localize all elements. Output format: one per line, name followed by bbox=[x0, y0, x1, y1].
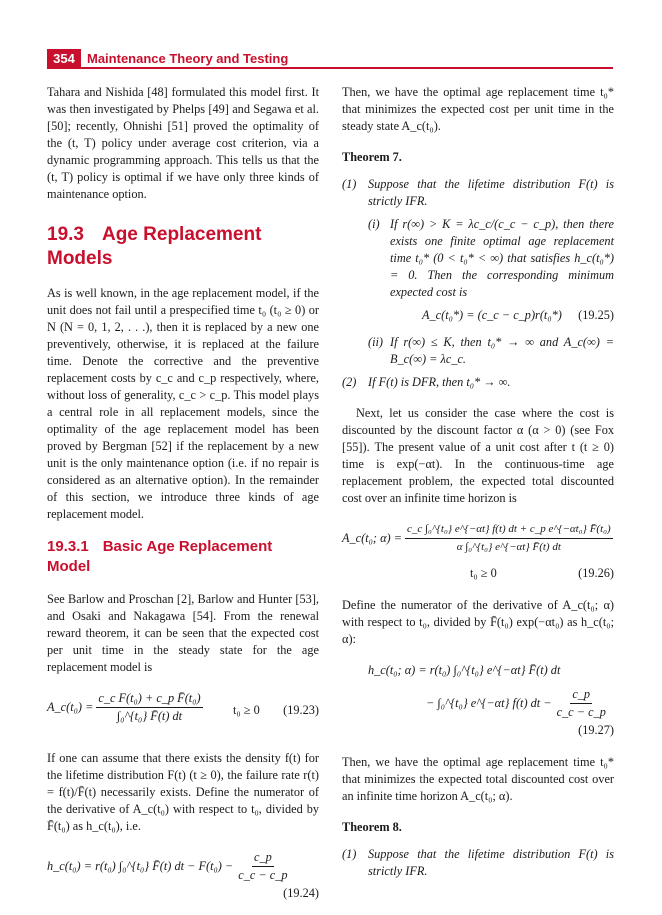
theorem-item bbox=[342, 846, 614, 880]
item-text: If F(t) is DFR, then t₀* → ∞. bbox=[368, 375, 511, 389]
equation-line: h_c(t₀; α) = r(t₀) ∫₀^{t₀} e^{−αt} F̄(t) dt bbox=[368, 663, 561, 677]
equation-line bbox=[426, 686, 611, 721]
paragraph: Then, we have the optimal age replacement time t₀* that minimizes the expected total discounted cost over an infinite time horizon A_c(t₀; α). bbox=[342, 755, 614, 803]
fraction-denominator: α ∫₀^{t₀} e^{−αt} F̄(t) dt bbox=[456, 541, 561, 553]
fraction-numerator: c_p bbox=[252, 849, 274, 867]
subsection-number: 19.3.1 bbox=[47, 538, 89, 555]
fraction-denominator: c_c − c_p bbox=[556, 705, 606, 719]
fraction-denominator: ∫₀^{t₀} F̄(t) dt bbox=[116, 709, 183, 723]
equation-19-27 bbox=[342, 662, 614, 740]
subitem-tag: (ii) bbox=[368, 335, 384, 349]
subitem-text: If r(∞) > K = λc_c/(c_c − c_p), then there exists one finite optimal age replacement time t₀* (0 < t₀* < ∞) that satisfies h_c(t₀*) = 0. Then the corresponding minimum expected cost is bbox=[390, 217, 614, 299]
equation-condition: t₀ ≥ 0 bbox=[233, 703, 260, 717]
item-tag: (1) bbox=[342, 847, 357, 861]
item-tag: (1) bbox=[342, 177, 357, 191]
equation-fraction bbox=[236, 849, 289, 884]
equation-fraction bbox=[96, 690, 202, 725]
paragraph: Tahara and Nishida [48] formulated this model first. It was then investigated by Phelps [49] and Segawa et al. [50]; recently, Ohnishi [51] proved the optimality of the (t, T) policy under average cost criterion, via a dynamic programming approach. This tells us that the (t, T) policy is optimal if we have only three kinds of maintenance option. bbox=[47, 85, 319, 201]
right-column bbox=[342, 84, 614, 886]
equation-number: (19.24) bbox=[283, 886, 319, 900]
paragraph: Then, we have the optimal age replacement time t₀* that minimizes the expected cost per unit time in the steady state A_c(t₀). bbox=[342, 85, 614, 133]
theorem-heading: Theorem 7. bbox=[342, 150, 402, 164]
item-text: Suppose that the lifetime distribution F(t) is strictly IFR. bbox=[368, 847, 614, 878]
running-header bbox=[47, 49, 613, 69]
paragraph: If one can assume that there exists the density f(t) for the lifetime distribution F(t) (t ≥ 0), the failure rate r(t) = f(t)/F̄(t) necessarily exists. Define the numerator of the derivative of A_c(t₀) with respect to t₀, divided by F̄(t₀) as h_c(t₀), i.e. bbox=[47, 751, 319, 833]
theorem-subitem bbox=[342, 216, 614, 301]
equation-19-23 bbox=[47, 690, 319, 736]
paragraph: Define the numerator of the derivative of A_c(t₀; α) with respect to t₀, divided by F̄(t₀) exp(−αt₀) as h_c(t₀; α): bbox=[342, 598, 614, 646]
paragraph: As is well known, in the age replacement model, if the unit does not fail until a prespecified time t₀ (t₀ ≥ 0) or N (N = 0, 1, 2, . . .), then it is replaced by a new one preventively, otherwise, it is replaced at the failure time. Denote the corrective and the preventive replacement costs by c_c and c_p respectively, where, without loss of generality, c_c > c_p. This model plays a central role in all replacement models, since the optimality of the age replacement model has been proved by Bergman [52] if the replacement by a new unit is the only maintenance option (i.e. if no repair is considered as an alternative option). In the remainder of this section, we introduce three kinds of age replacement model. bbox=[47, 286, 319, 521]
fraction-denominator: c_c − c_p bbox=[238, 868, 288, 882]
subitem-text: If r(∞) ≤ K, then t₀* → ∞ and A_c(∞) = B_c(∞) = λc_c. bbox=[390, 335, 614, 366]
fraction-numerator: c_p bbox=[570, 686, 592, 704]
fraction-numerator: c_c F(t₀) + c_p F̄(t₀) bbox=[96, 690, 202, 708]
equation-fraction bbox=[555, 686, 608, 721]
equation-19-24 bbox=[47, 849, 319, 901]
section-heading bbox=[47, 223, 319, 271]
equation-line-text: − ∫₀^{t₀} e^{−αt} f(t) dt − bbox=[426, 696, 552, 710]
equation-number: (19.27) bbox=[578, 723, 614, 737]
equation-number: (19.26) bbox=[578, 566, 614, 580]
section-number: 19.3 bbox=[47, 224, 84, 245]
header-rule bbox=[81, 67, 613, 69]
page-number: 354 bbox=[47, 49, 81, 69]
equation-body: A_c(t₀*) = (c_c − c_p)r(t₀*) bbox=[422, 308, 562, 322]
subitem-tag: (i) bbox=[368, 217, 380, 231]
subsection-heading bbox=[47, 537, 319, 577]
left-column bbox=[47, 84, 319, 915]
theorem-subitem bbox=[342, 334, 614, 368]
fraction-numerator: c_c ∫₀^{t₀} e^{−αt} f(t) dt + c_p e^{−αt₀} F̄(t₀) bbox=[405, 521, 613, 539]
equation-19-26 bbox=[342, 521, 614, 583]
paragraph: Next, let us consider the case where the cost is discounted by the discount factor α (α > 0) (see Fox [55]). The present value of a unit cost after t (t ≥ 0) time is exp(−αt). In the continuous-time age replacement problem, the expected total discounted cost over an infinite time horizon is bbox=[342, 406, 614, 505]
section-title: Age Replacement Models bbox=[47, 224, 262, 269]
equation-number: (19.25) bbox=[578, 308, 614, 322]
equation-lhs: A_c(t₀; α) = bbox=[342, 531, 402, 545]
item-tag: (2) bbox=[342, 375, 357, 389]
theorem-heading: Theorem 8. bbox=[342, 820, 402, 834]
running-title: Maintenance Theory and Testing bbox=[87, 51, 289, 66]
equation-lhs: h_c(t₀) = r(t₀) ∫₀^{t₀} F̄(t) dt − F(t₀) − bbox=[47, 859, 234, 873]
equation-fraction bbox=[405, 521, 613, 556]
equation-19-25 bbox=[342, 307, 614, 324]
item-text: Suppose that the lifetime distribution F(t) is strictly IFR. bbox=[368, 177, 614, 208]
equation-condition: t₀ ≥ 0 bbox=[470, 566, 497, 580]
equation-lhs: A_c(t₀) = bbox=[47, 700, 94, 714]
subsection-title: Basic Age Replacement Model bbox=[47, 538, 273, 575]
theorem-item bbox=[342, 374, 614, 391]
equation-number: (19.23) bbox=[283, 703, 319, 717]
theorem-item bbox=[342, 176, 614, 210]
paragraph: See Barlow and Proschan [2], Barlow and Hunter [53], and Osaki and Nakagawa [54]. From the renewal reward theorem, it can be seen that the expected cost per unit time in the steady state for the age replacement model is bbox=[47, 592, 319, 674]
